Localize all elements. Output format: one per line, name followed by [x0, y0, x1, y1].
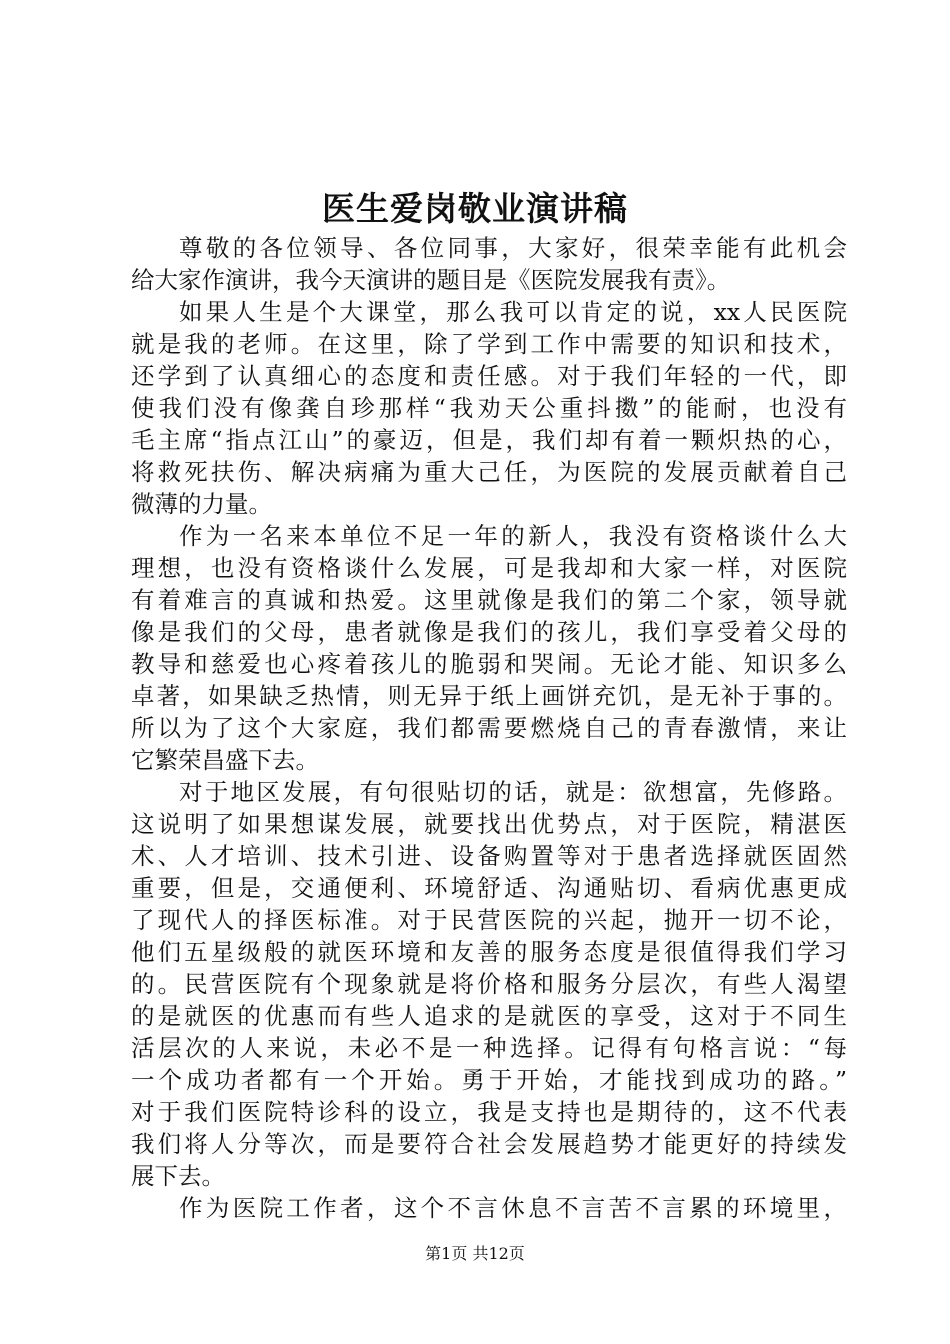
- text-line: 将救死扶伤、解决病痛为重大己任，为医院的发展贡献着自己: [131, 458, 847, 486]
- text-line: 使我们没有像龚自珍那样“我劝天公重抖擞”的能耐，也没有: [131, 394, 847, 422]
- paragraph: [131, 776, 847, 1192]
- text-line: 像是我们的父母，患者就像是我们的孩儿，我们享受着父母的: [131, 618, 847, 646]
- text-line: 一个成功者都有一个开始。勇于开始，才能找到成功的路。”: [131, 1066, 847, 1094]
- paragraph: [131, 1192, 847, 1224]
- text-line: 他们五星级般的就医环境和友善的服务态度是很值得我们学习: [131, 938, 847, 966]
- text-line: 给大家作演讲，我今天演讲的题目是《医院发展我有责》。: [131, 266, 731, 294]
- text-line: 对于地区发展，有句很贴切的话，就是：欲想富，先修路。: [179, 778, 847, 806]
- text-line: 还学到了认真细心的态度和责任感。对于我们年轻的一代，即: [131, 362, 847, 390]
- paragraph: [131, 520, 847, 776]
- text-line: 这说明了如果想谋发展，就要找出优势点，对于医院，精湛医: [131, 810, 847, 838]
- text-line: 就是我的老师。在这里，除了学到工作中需要的知识和技术，: [131, 330, 847, 358]
- text-line: 我们将人分等次，而是要符合社会发展趋势才能更好的持续发: [131, 1130, 847, 1158]
- text-line: 尊敬的各位领导、各位同事，大家好，很荣幸能有此机会: [179, 234, 847, 262]
- text-line: 的。民营医院有个现象就是将价格和服务分层次，有些人渴望: [131, 970, 847, 998]
- text-line: 作为一名来本单位不足一年的新人，我没有资格谈什么大: [179, 522, 847, 550]
- text-line: 术、人才培训、技术引进、设备购置等对于患者选择就医固然: [131, 842, 847, 870]
- text-line: 如果人生是个大课堂，那么我可以肯定的说，xx人民医院: [179, 298, 847, 326]
- text-line: 了现代人的择医标准。对于民营医院的兴起，抛开一切不论，: [131, 906, 847, 934]
- text-line: 毛主席“指点江山”的豪迈，但是，我们却有着一颗炽热的心，: [131, 426, 847, 454]
- paragraph: [131, 232, 847, 296]
- text-line: 活层次的人来说，未必不是一种选择。记得有句格言说：“每: [131, 1034, 847, 1062]
- text-line: 卓著，如果缺乏热情，则无异于纸上画饼充饥，是无补于事的。: [131, 682, 847, 710]
- document-title: 医生爱岗敬业演讲稿: [322, 189, 628, 228]
- text-line: 教导和慈爱也心疼着孩儿的脆弱和哭闹。无论才能、知识多么: [131, 650, 847, 678]
- page-indicator: 第1页 共12页: [425, 1244, 525, 1263]
- text-line: 理想，也没有资格谈什么发展，可是我却和大家一样，对医院: [131, 554, 847, 582]
- text-line: 作为医院工作者，这个不言休息不言苦不言累的环境里，: [179, 1194, 847, 1222]
- text-line: 有着难言的真诚和热爱。这里就像是我们的第二个家，领导就: [131, 586, 847, 614]
- text-line: 它繁荣昌盛下去。: [131, 746, 319, 774]
- document-body: [131, 232, 847, 1224]
- text-line: 所以为了这个大家庭，我们都需要燃烧自己的青春激情，来让: [131, 714, 847, 742]
- text-line: 微薄的力量。: [131, 490, 272, 518]
- text-line: 的是就医的优惠而有些人追求的是就医的享受，这对于不同生: [131, 1002, 847, 1030]
- text-line: 展下去。: [131, 1162, 225, 1190]
- text-line: 对于我们医院特诊科的设立，我是支持也是期待的，这不代表: [131, 1098, 847, 1126]
- text-line: 重要，但是，交通便利、环境舒适、沟通贴切、看病优惠更成: [131, 874, 847, 902]
- paragraph: [131, 296, 847, 520]
